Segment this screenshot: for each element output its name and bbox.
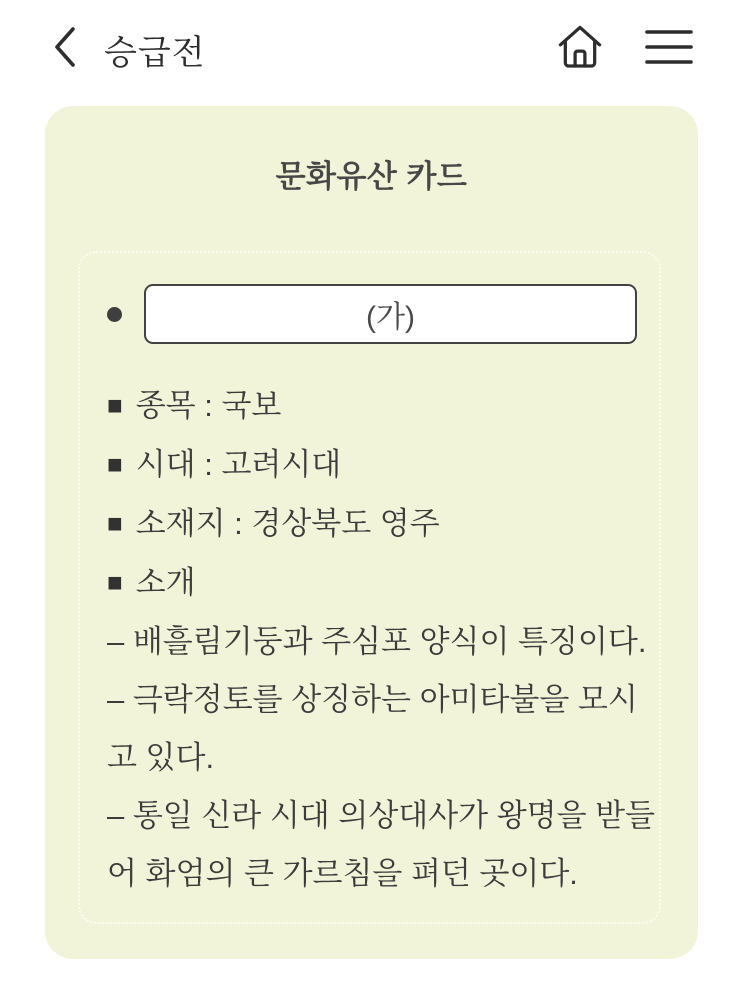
square-bullet-icon: ■: [107, 449, 123, 479]
square-bullet-icon: ■: [107, 390, 123, 420]
chevron-left-icon: [50, 25, 80, 74]
card-content: [107, 377, 656, 903]
fact-text: 시대 : 고려시대: [135, 447, 342, 482]
card-inner-panel: [78, 251, 661, 924]
menu-button[interactable]: [645, 27, 693, 72]
description-line: – 극락정토를 상징하는 아미타불을 모시: [107, 682, 638, 717]
description-line: 고 있다.: [107, 740, 215, 775]
card-title: 문화유산 카드: [275, 159, 468, 194]
fact-line-intro: [107, 554, 634, 613]
description-line: – 통일 신라 시대 의상대사가 왕명을 받들: [107, 798, 656, 833]
description-line: – 배흘림기둥과 주심포 양식이 특징이다.: [107, 624, 647, 659]
square-bullet-icon: ■: [107, 567, 123, 597]
fact-line-era: [107, 436, 634, 495]
answer-slot[interactable]: (가): [144, 284, 637, 344]
description-line: 어 화엄의 큰 가르침을 펴던 곳이다.: [107, 856, 578, 891]
home-icon: [553, 22, 607, 77]
page-title: 승급전: [104, 33, 206, 72]
bullet-dot-icon: [107, 307, 122, 322]
app-header: [0, 0, 743, 92]
square-bullet-icon: ■: [107, 508, 123, 538]
back-button[interactable]: [50, 25, 80, 74]
fact-text: 소재지 : 경상북도 영주: [135, 506, 440, 541]
fact-line-category: [107, 377, 634, 436]
answer-row: [107, 284, 637, 344]
fact-text: 소개: [135, 565, 196, 600]
fact-line-location: [107, 495, 634, 554]
hamburger-menu-icon: [645, 27, 693, 72]
heritage-card: [45, 106, 698, 959]
fact-text: 종목 : 국보: [135, 388, 282, 423]
home-button[interactable]: [553, 22, 607, 77]
